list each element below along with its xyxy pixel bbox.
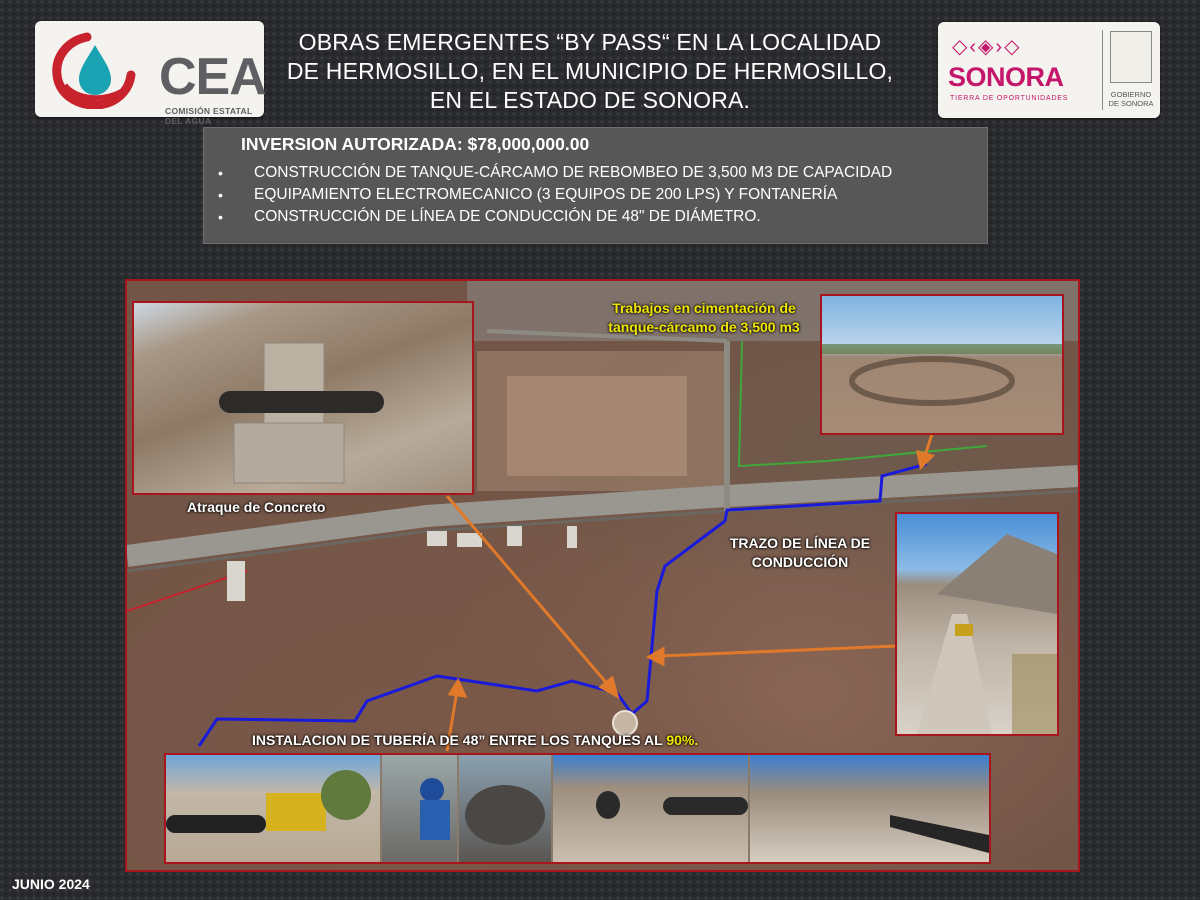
photo-pipe-trench — [553, 755, 748, 862]
sonora-logo — [938, 22, 1160, 118]
bullet-icon: • — [218, 165, 223, 181]
photo-crane-truck — [166, 755, 380, 862]
list-item — [218, 206, 892, 228]
crane-truck-illustration — [166, 755, 380, 862]
date-label: JUNIO 2024 — [12, 876, 90, 892]
tank-foundation-illustration — [822, 296, 1062, 433]
pattern-icon: ◇‹◈›◇ — [952, 36, 1022, 58]
photo-concrete-anchor — [132, 301, 474, 495]
photo-pipe-welding — [459, 755, 551, 862]
welder-illustration — [382, 755, 457, 862]
aerial-map — [125, 279, 1080, 872]
concrete-anchor-illustration — [134, 303, 472, 493]
progress-percent: 90%. — [666, 732, 699, 748]
photo-welder — [382, 755, 457, 862]
cea-logo — [35, 21, 266, 126]
label-foundation-work: Trabajos en cimentación de tanque-cárcamo de 3,500 m3 — [608, 300, 800, 335]
photo-route-trench — [895, 512, 1059, 736]
bullet-icon: • — [218, 187, 223, 203]
page-title: OBRAS EMERGENTES “BY PASS“ EN LA LOCALIDAD DE HERMOSILLO, EN EL MUNICIPIO DE HERMOSILLO, EN EL ESTADO DE SONORA. — [286, 29, 894, 113]
photo-strip — [164, 753, 991, 864]
photo-pipe-line — [750, 755, 989, 862]
investment-panel — [203, 127, 988, 244]
route-trench-illustration — [897, 514, 1057, 734]
list-item-text: CONSTRUCCIÓN DE TANQUE-CÁRCAMO DE REBOMBEO DE 3,500 M3 DE CAPACIDAD — [254, 164, 893, 181]
sonora-tagline: TIERRA DE OPORTUNIDADES — [950, 95, 1069, 102]
scope-list — [218, 162, 892, 228]
pipe-line-illustration — [750, 755, 989, 862]
investment-title: INVERSION AUTORIZADA: $78,000,000.00 — [241, 134, 590, 154]
list-item-text: CONSTRUCCIÓN DE LÍNEA DE CONDUCCIÓN DE 48" DE DIÁMETRO. — [254, 208, 761, 225]
label-pipe-installation-text: INSTALACION DE TUBERÍA DE 48” ENTRE LOS TANQUES AL — [252, 732, 667, 748]
label-concrete-anchor: Atraque de Concreto — [187, 499, 326, 515]
pipe-welding-illustration — [459, 755, 551, 862]
logo-divider — [1102, 30, 1103, 110]
state-seal-icon — [1110, 31, 1152, 83]
water-drop-icon — [45, 29, 145, 109]
sonora-government: GOBIERNO DE SONORA — [1108, 90, 1154, 108]
photo-tank-foundation — [820, 294, 1064, 435]
pipe-trench-illustration — [553, 755, 748, 862]
list-item — [218, 184, 892, 206]
cea-name: CEA — [159, 48, 266, 106]
list-item — [218, 162, 892, 184]
bullet-icon: • — [218, 209, 223, 225]
cea-subtitle: COMISIÓN ESTATAL DEL AGUA — [165, 106, 253, 126]
label-pipe-installation — [252, 732, 698, 748]
label-route: TRAZO DE LÍNEA DE CONDUCCIÓN — [729, 535, 871, 570]
sonora-name: SONORA — [948, 62, 1064, 92]
list-item-text: EQUIPAMIENTO ELECTROMECANICO (3 EQUIPOS DE 200 LPS) Y FONTANERÍA — [254, 186, 838, 203]
